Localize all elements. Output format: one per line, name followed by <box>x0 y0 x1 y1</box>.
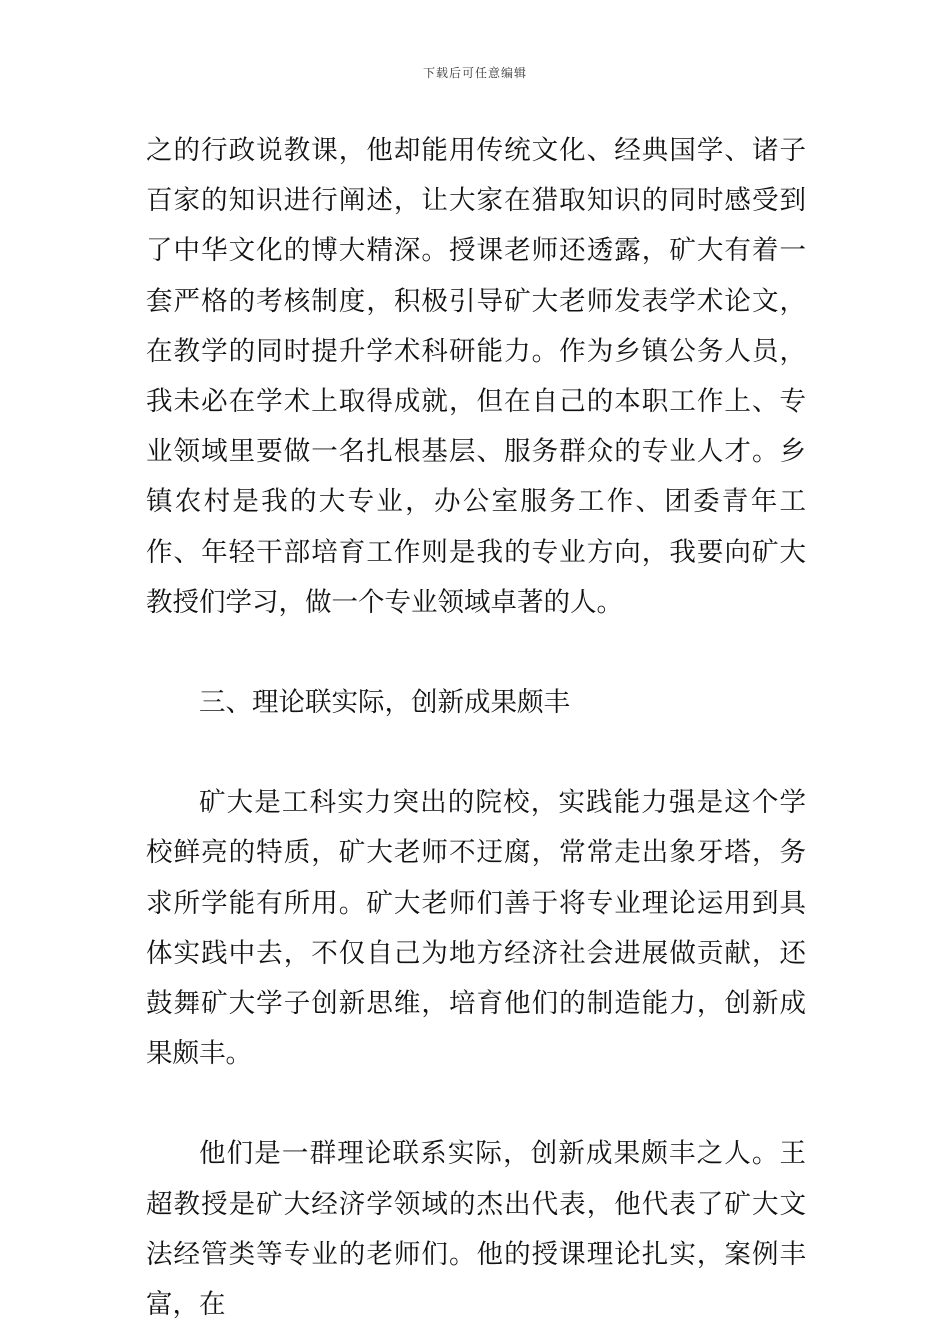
section-heading: 三、理论联实际，创新成果颇丰 <box>199 687 570 719</box>
paragraph-practice: 矿大是工科实力突出的院校，实践能力强是这个学校鲜亮的特质，矿大老师不迂腐，常常走出象牙塔，务求所学能有所用。矿大老师们善于将专业理论运用到具体实践中去，不仅自己为地方经济社会进展做贡献，还鼓舞矿大学子创新思维，培育他们的制造能力，创新成果颇丰。 <box>146 787 806 1070</box>
paragraph-continued: 之的行政说教课，他却能用传统文化、经典国学、诸子百家的知识进行阐述，让大家在猎取知识的同时感受到了中华文化的博大精深。授课老师还透露，矿大有着一套严格的考核制度，积极引导矿大老师发表学术论文，在教学的同时提升学术科研能力。作为乡镇公务人员，我未必在学术上取得成就，但在自己的本职工作上、专业领域里要做一名扎根基层、服务群众的专业人才。乡镇农村是我的大专业，办公室服务工作、团委青年工作、年轻干部培育工作则是我的专业方向，我要向矿大教授们学习，做一个专业领域卓著的人。 <box>146 135 806 618</box>
page-header-note: 下载后可任意编辑 <box>422 66 527 80</box>
document-body <box>146 126 806 1330</box>
paragraph-innovation: 他们是一群理论联系实际，创新成果颇丰之人。王超教授是矿大经济学领域的杰出代表，他代表了矿大文法经管类等专业的老师们。他的授课理论扎实，案例丰富，在 <box>146 1138 806 1321</box>
